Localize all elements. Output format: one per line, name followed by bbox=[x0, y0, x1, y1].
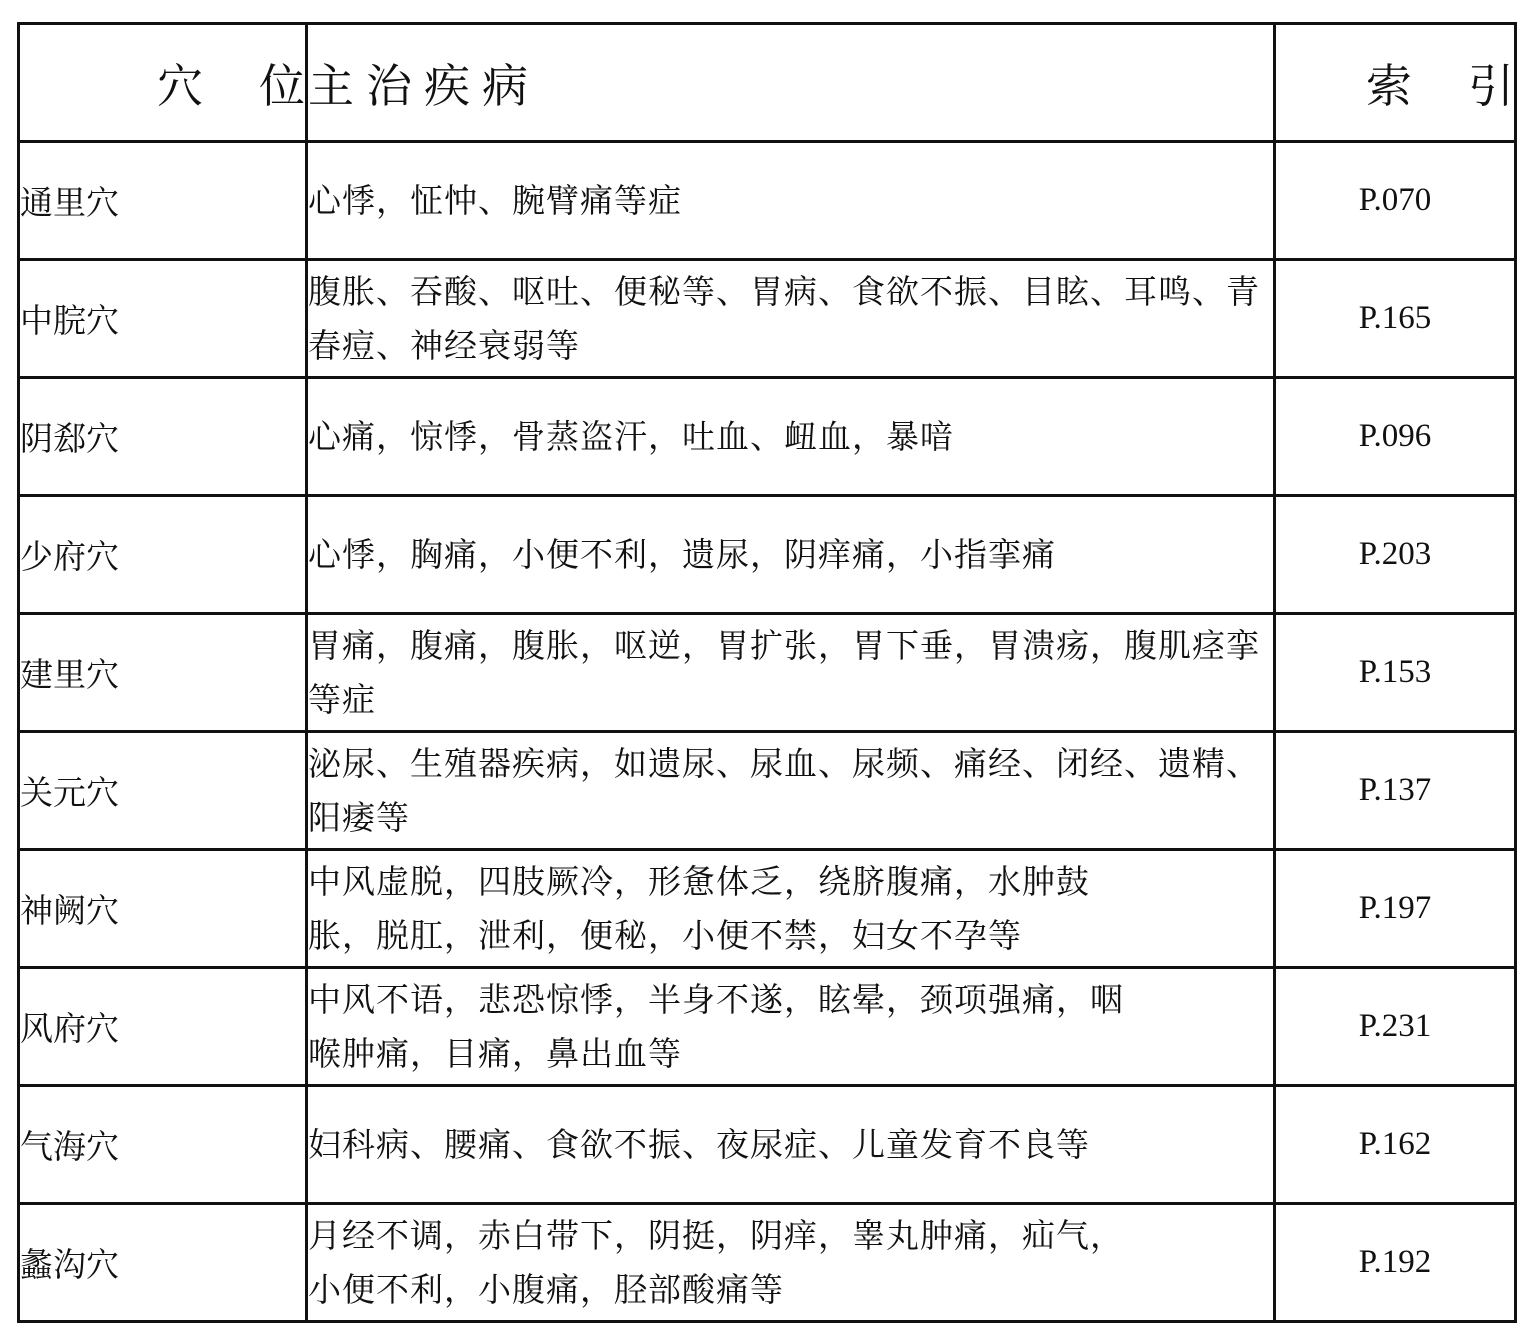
table-row bbox=[19, 732, 1516, 850]
page-index: P.165 bbox=[1275, 260, 1516, 378]
page-index: P.203 bbox=[1275, 496, 1516, 614]
acupoint-name: 蠡沟穴 bbox=[19, 1204, 307, 1322]
indications-line-2: 小便不利，小腹痛，胫部酸痛等 bbox=[308, 1269, 784, 1309]
acupoint-name: 阴郄穴 bbox=[19, 378, 307, 496]
table-row bbox=[19, 1086, 1516, 1204]
page-index: P.162 bbox=[1275, 1086, 1516, 1204]
indications-line-2: 胀，脱肛，泄利，便秘，小便不禁，妇女不孕等 bbox=[308, 915, 1022, 955]
indications-text: 心悸，怔忡、腕臂痛等症 bbox=[307, 142, 1275, 260]
table-row bbox=[19, 142, 1516, 260]
table-row bbox=[19, 968, 1516, 1086]
indications-line-1: 中风虚脱，四肢厥冷，形惫体乏，绕脐腹痛，水肿鼓 bbox=[308, 861, 1090, 901]
table-row bbox=[19, 1204, 1516, 1322]
indications-text bbox=[307, 1204, 1275, 1322]
table-header-row bbox=[19, 24, 1516, 142]
indications-text: 腹胀、吞酸、呕吐、便秘等、胃病、食欲不振、目眩、耳鸣、青春痘、神经衰弱等 bbox=[307, 260, 1275, 378]
indications-line-2: 喉肿痛，目痛，鼻出血等 bbox=[308, 1033, 682, 1073]
indications-text: 妇科病、腰痛、食欲不振、夜尿症、儿童发育不良等 bbox=[307, 1086, 1275, 1204]
indications-text: 心悸，胸痛，小便不利，遗尿，阴痒痛，小指挛痛 bbox=[307, 496, 1275, 614]
table-row bbox=[19, 850, 1516, 968]
acupoint-name: 通里穴 bbox=[19, 142, 307, 260]
page-index: P.192 bbox=[1275, 1204, 1516, 1322]
acupoint-table bbox=[17, 22, 1517, 1323]
table-row bbox=[19, 496, 1516, 614]
acupoint-name: 关元穴 bbox=[19, 732, 307, 850]
acupoint-name: 气海穴 bbox=[19, 1086, 307, 1204]
table-row bbox=[19, 378, 1516, 496]
indications-text bbox=[307, 968, 1275, 1086]
page-index: P.153 bbox=[1275, 614, 1516, 732]
acupoint-name: 风府穴 bbox=[19, 968, 307, 1086]
table-row bbox=[19, 614, 1516, 732]
acupoint-name: 神阙穴 bbox=[19, 850, 307, 968]
indications-text bbox=[307, 850, 1275, 968]
indications-text: 心痛，惊悸，骨蒸盗汗，吐血、衄血，暴喑 bbox=[307, 378, 1275, 496]
table-row bbox=[19, 260, 1516, 378]
page-index: P.070 bbox=[1275, 142, 1516, 260]
page-index: P.096 bbox=[1275, 378, 1516, 496]
header-acupoint: 穴 位 bbox=[19, 24, 307, 142]
acupoint-name: 中脘穴 bbox=[19, 260, 307, 378]
indications-line-1: 月经不调，赤白带下，阴挺，阴痒，睾丸肿痛，疝气， bbox=[308, 1215, 1124, 1255]
indications-text: 泌尿、生殖器疾病，如遗尿、尿血、尿频、痛经、闭经、遗精、阳痿等 bbox=[307, 732, 1275, 850]
acupoint-name: 建里穴 bbox=[19, 614, 307, 732]
header-indications: 主 治 疾 病 bbox=[307, 24, 1275, 142]
header-index: 索 引 bbox=[1275, 24, 1516, 142]
indications-text: 胃痛，腹痛，腹胀，呕逆，胃扩张，胃下垂，胃溃疡，腹肌痉挛等症 bbox=[307, 614, 1275, 732]
page-index: P.137 bbox=[1275, 732, 1516, 850]
indications-line-1: 中风不语，悲恐惊悸，半身不遂，眩晕，颈项强痛，咽 bbox=[308, 979, 1124, 1019]
acupoint-name: 少府穴 bbox=[19, 496, 307, 614]
page-index: P.231 bbox=[1275, 968, 1516, 1086]
page-index: P.197 bbox=[1275, 850, 1516, 968]
